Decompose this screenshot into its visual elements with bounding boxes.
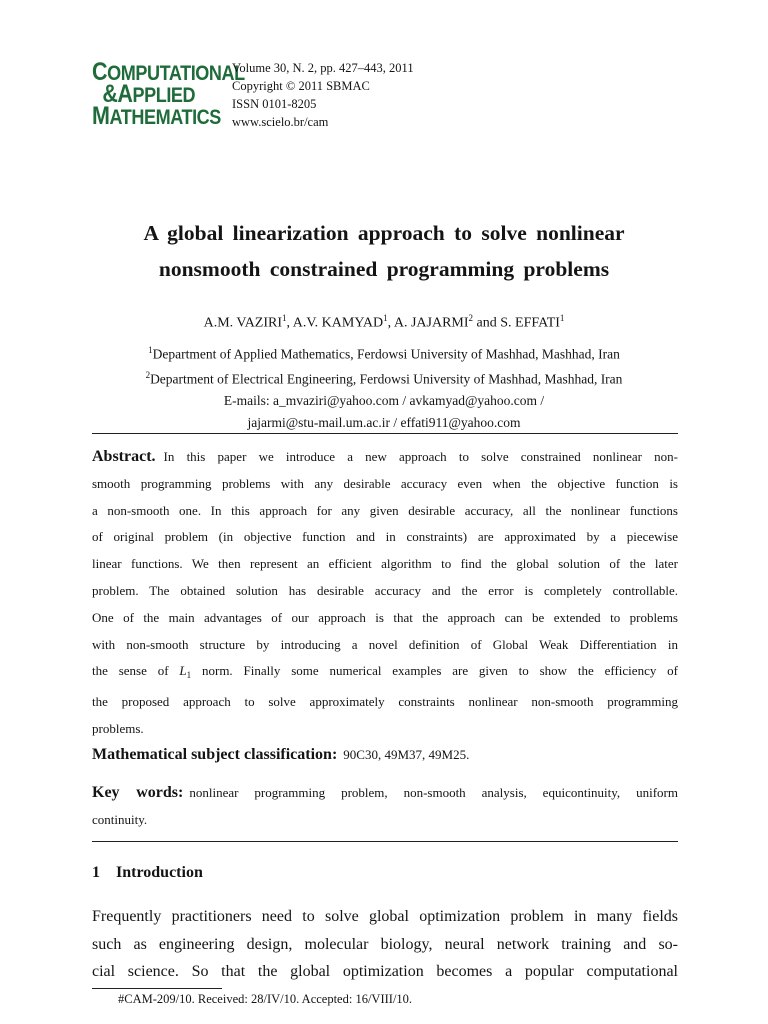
math-l1: L — [179, 663, 187, 679]
abstract-line: of original problem (in objective function and in constraints) are approximated by a piecewise — [92, 529, 678, 545]
abstract-line: the sense of $L_1$ norm. Finally some numerical examples are given to show the efficiency of — [92, 663, 679, 681]
section-heading — [92, 864, 203, 882]
footnote: #CAM-209/10. Received: 28/IV/10. Accepted: 16/VIII/10. — [118, 992, 413, 1006]
abstract-line: with non-smooth structure by introducing a novel definition of Global Weak Differentiation in — [92, 636, 678, 652]
logo-line-computational: COMPUTATIONAL — [92, 58, 245, 86]
intro-line: cial science. So that the global optimization becomes a popular computational — [92, 963, 678, 980]
author-jajarmi: A. JAJARMI — [393, 315, 469, 331]
abstract-line: linear functions. We then represent an efficient algorithm to find the global solution of the later — [92, 556, 678, 572]
author-and: and — [476, 315, 497, 331]
author-effati: S. EFFATI — [500, 315, 560, 331]
affiliation-2: $^2$Department of Electrical Engineering, Ferdowsi University of Mashhad, Mashhad, Iran — [145, 370, 623, 387]
msc-value: 90C30, 49M37, 49M25. — [343, 747, 470, 762]
issn-info: ISSN 0101-8205 — [232, 97, 317, 111]
copyright-info: Copyright © 2011 SBMAC — [232, 79, 370, 93]
journal-url[interactable]: www.scielo.br/cam — [232, 115, 329, 129]
abstract-line: problems. — [92, 720, 144, 736]
keywords-label: Key words: — [92, 784, 184, 801]
author-vaziri-affil: 1 — [282, 313, 287, 323]
author-jajarmi-affil: 2 — [468, 313, 474, 323]
title-line-1: A global linearization approach to solve nonlinear — [143, 221, 625, 245]
author-list: A.M. VAZIRI$^1$, A.V. KAMYAD$^1$, A. JAJARMI$^2$ and S. EFFATI$^1$ — [203, 313, 565, 331]
abstract-line: a non-smooth one. In this approach for any given desirable accuracy, all the nonlinear functions — [92, 502, 678, 518]
abstract-top-rule — [92, 433, 678, 434]
abstract-line: problem. The obtained solution has desirable accuracy and the error is completely controllable. — [92, 582, 678, 598]
subject-classification — [92, 746, 469, 764]
author-vaziri: A.M. VAZIRI — [203, 315, 283, 331]
msc-label: Mathematical subject classification: — [92, 746, 338, 763]
affiliations — [0, 340, 768, 433]
title-line-2: nonsmooth constrained programming problems — [158, 257, 610, 281]
journal-info — [232, 59, 414, 131]
volume-info: Volume 30, N. 2, pp. 427–443, 2011 — [232, 61, 414, 75]
logo-line-applied: &APPLIED — [102, 80, 196, 108]
keywords — [92, 780, 678, 834]
section-title: Introduction — [116, 864, 203, 881]
intro-paragraph — [92, 903, 678, 986]
keywords-line: continuity. — [92, 811, 148, 827]
abstract-label: Abstract. — [92, 448, 156, 465]
logo-line-mathematics: MATHEMATICS — [92, 102, 221, 130]
section-number: 1 — [92, 864, 100, 881]
abstract-line: smooth programming problems with any desirable accuracy even when the objective function is — [92, 475, 678, 491]
author-effati-affil: 1 — [559, 313, 565, 323]
math-l1-subscript: 1 — [186, 670, 192, 681]
author-kamyad: A.V. KAMYAD — [292, 315, 384, 331]
abstract-bottom-rule — [92, 841, 678, 842]
abstract-line: Abstract. In this paper we introduce a new approach to solve constrained nonlinear non- — [92, 448, 678, 465]
abstract-line: the proposed approach to solve approximately constraints nonlinear non-smooth programming — [92, 694, 678, 710]
journal-logo — [92, 58, 245, 130]
abstract — [92, 444, 678, 743]
keywords-line: Key words: nonlinear programming problem, non-smooth analysis, equicontinuity, uniform — [92, 784, 679, 801]
author-kamyad-affil: 1 — [383, 313, 388, 323]
affiliation-1: $^1$Department of Applied Mathematics, Ferdowsi University of Mashhad, Mashhad, Iran — [148, 345, 620, 362]
email-line-2: jajarmi@stu-mail.um.ac.ir / effati911@yahoo.com — [247, 414, 521, 430]
email-line-1: E-mails: a_mvaziri@yahoo.com / avkamyad@yahoo.com / — [223, 393, 545, 408]
intro-line: Frequently practitioners need to solve global optimization problem in many fields — [92, 908, 678, 925]
paper-title — [0, 215, 768, 287]
footnote-rule — [92, 988, 222, 989]
intro-line: such as engineering design, molecular biology, neural network training and so- — [92, 935, 678, 953]
abstract-line: One of the main advantages of our approach is that the approach can be extended to problems — [92, 609, 678, 625]
